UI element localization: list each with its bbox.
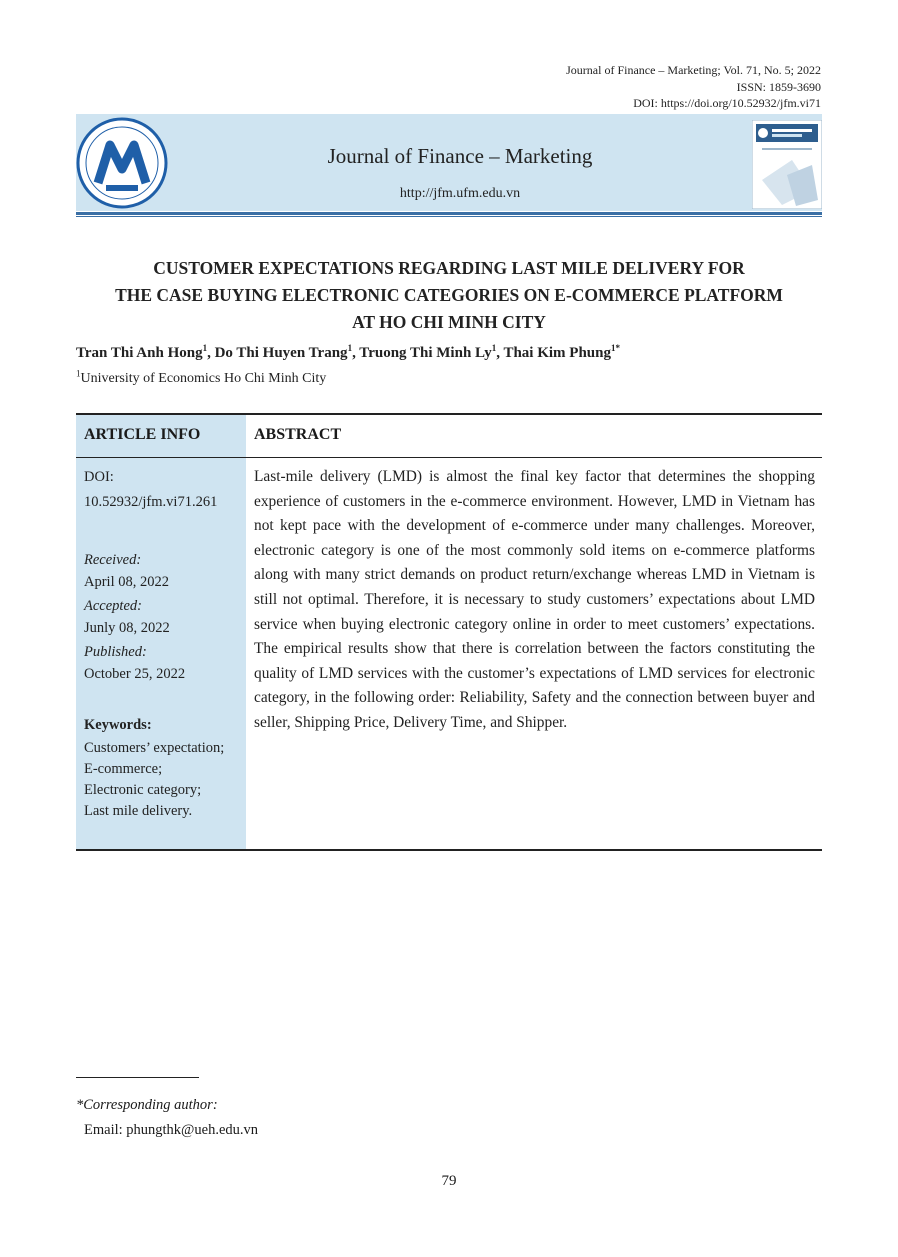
doi-value[interactable]: 10.52932/jfm.vi71.261 (84, 494, 218, 510)
keyword-item: Last mile delivery. (84, 803, 193, 819)
journal-logo-icon (76, 117, 168, 209)
journal-doi-line: DOI: https://doi.org/10.52932/jfm.vi71 (633, 96, 821, 110)
banner-rule (76, 212, 822, 215)
doi-label: DOI: (84, 469, 114, 485)
author-list (76, 345, 620, 362)
author-name: Do Thi Huyen Trang (214, 345, 348, 361)
author-affiliation-mark: 1 (347, 343, 353, 353)
abstract-heading: ABSTRACT (254, 426, 342, 443)
journal-meta (566, 62, 821, 112)
published-label: Published: (84, 644, 147, 660)
box-header-rule (76, 457, 822, 458)
article-title-line: AT HO CHI MINH CITY (352, 312, 546, 332)
received-date: April 08, 2022 (84, 574, 169, 590)
received-label: Received: (84, 552, 142, 568)
author-affiliation-mark: 1 (202, 343, 208, 353)
affiliation-name: University of Economics Ho Chi Minh City (80, 371, 327, 386)
journal-url[interactable]: http://jfm.ufm.edu.vn (399, 186, 521, 201)
accepted-label: Accepted: (84, 598, 142, 614)
journal-volume-line: Journal of Finance – Marketing; Vol. 71, No. 5; 2022 (566, 63, 821, 77)
author-separator: , (352, 345, 360, 361)
published-date: October 25, 2022 (84, 666, 186, 682)
keyword-item: Electronic category; (84, 782, 202, 798)
author-affiliation-mark: 1* (611, 343, 620, 353)
banner-rule-thin (76, 216, 822, 217)
box-bottom-rule (76, 849, 822, 851)
affiliation-mark: 1 (76, 368, 81, 379)
corresponding-author-email[interactable]: Email: phungthk@ueh.edu.vn (84, 1122, 259, 1138)
accepted-date: Junly 08, 2022 (84, 620, 170, 636)
article-info-heading: ARTICLE INFO (84, 426, 201, 443)
footnote-rule (76, 1077, 199, 1078)
journal-cover-thumbnail-icon (752, 120, 822, 209)
page-number: 79 (441, 1173, 457, 1189)
author-name: Thai Kim Phung (503, 345, 611, 361)
article-title-line: THE CASE BUYING ELECTRONIC CATEGORIES ON E-COMMERCE PLATFORM (115, 285, 783, 305)
author-name: Tran Thi Anh Hong (76, 345, 203, 361)
article-title (76, 255, 822, 336)
author-affiliation-mark: 1 (491, 343, 497, 353)
author-name: Truong Thi Minh Ly (359, 345, 492, 361)
journal-name: Journal of Finance – Marketing (327, 144, 593, 168)
keywords-label: Keywords: (84, 717, 152, 733)
keyword-item: E-commerce; (84, 761, 163, 777)
author-affiliation (76, 368, 327, 387)
article-title-line: CUSTOMER EXPECTATIONS REGARDING LAST MILE DELIVERY FOR (153, 258, 745, 278)
author-separator: , (207, 345, 215, 361)
keywords-list (84, 738, 244, 822)
keyword-item: Customers’ expectation; (84, 740, 225, 756)
author-separator: , (496, 345, 504, 361)
journal-issn-line: ISSN: 1859-3690 (736, 79, 821, 94)
corresponding-author-label: *Corresponding author: (76, 1097, 218, 1113)
abstract-text: Last-mile delivery (LMD) is almost the final key factor that determines the shopping experience of customers in the e-commerce environment. However, LMD in Vietnam has not kept pace with the development of e-commerce under many challenges. Moreover, electronic category is one of the most commonly sold items on e-commerce platforms along with many strict demands on product return/exchange whereas LMD in Vietnam is still not optimal. Therefore, it is necessary to study customers’ expectations about LMD service when buying electronic category online in order to meet customers’ expectations. The empirical results show that there is correlation between the factors constituting the quality of LMD services with the customer’s expectations of LMD services for electronic category, in the following order: Reliability, Safety and the connection between buyer and seller, Shipping Price, Delivery Time, and Shipper. (254, 468, 815, 731)
box-top-rule (76, 413, 822, 415)
